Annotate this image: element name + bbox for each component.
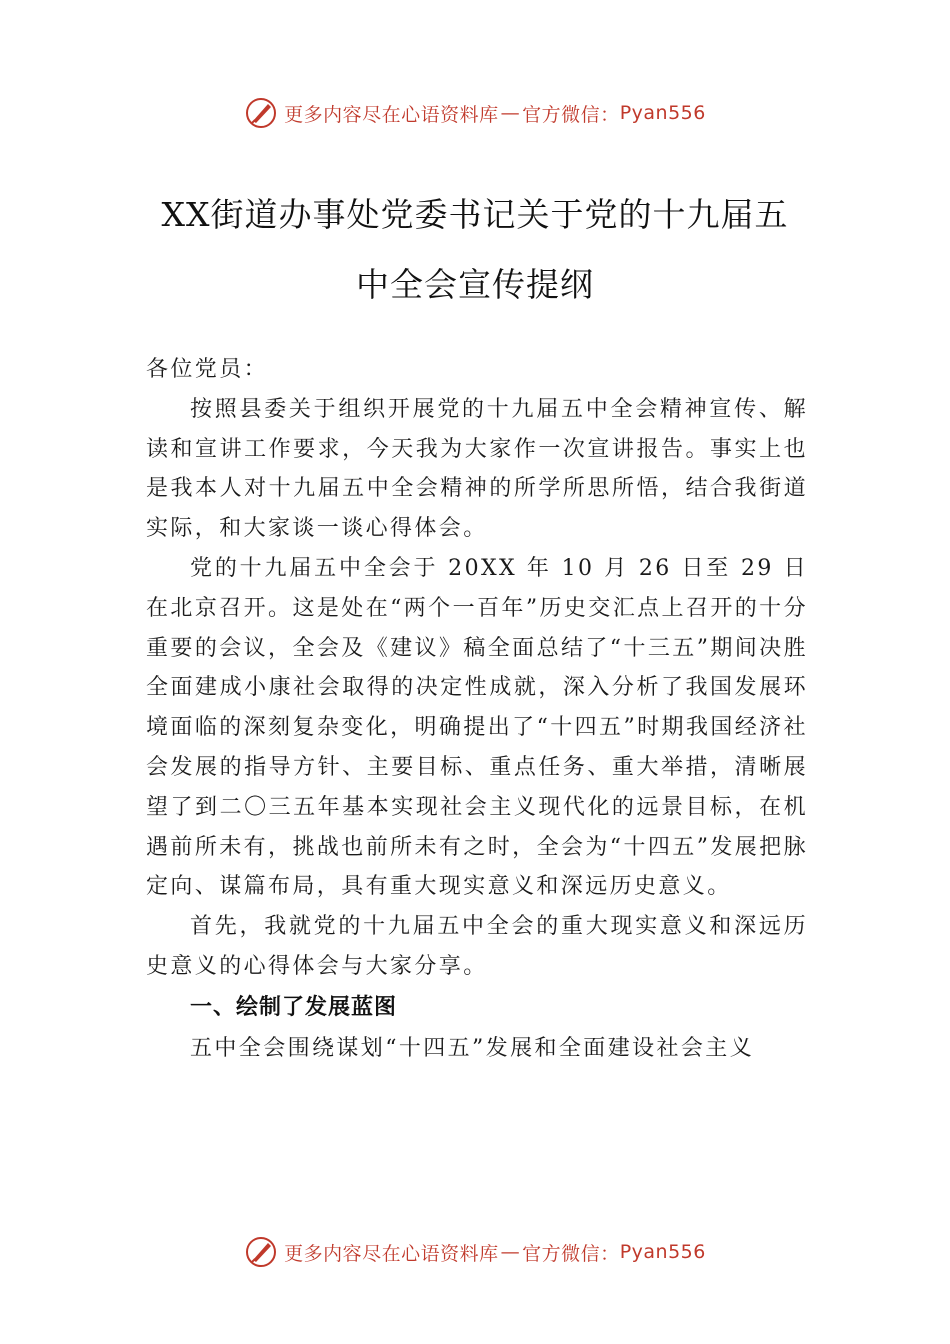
watermark-wechat-id: Pyan556 <box>619 1241 706 1263</box>
watermark-wechat-id: Pyan556 <box>619 102 706 124</box>
watermark-prefix: 更多内容尽在心语资料库 <box>284 1242 499 1265</box>
watermark-dash: — <box>500 102 521 124</box>
salutation: 各位党员： <box>146 357 269 382</box>
section-heading: 一、绘制了发展蓝图 <box>190 994 398 1020</box>
watermark-prefix: 更多内容尽在心语资料库 <box>284 103 499 126</box>
watermark-footer <box>0 1232 950 1272</box>
document-body <box>146 350 808 1069</box>
watermark-label: 官方微信： <box>522 103 620 126</box>
watermark-label: 官方微信： <box>522 1242 620 1265</box>
quill-seal-icon <box>244 1235 278 1269</box>
watermark-header <box>0 93 950 133</box>
section-paragraph: 五中全会围绕谋划“十四五”发展和全面建设社会主义 <box>190 1035 755 1061</box>
paragraph-1: 按照县委关于组织开展党的十九届五中全会精神宣传、解读和宣讲工作要求，今天我为大家作一次宣讲报告。事实上也是我本人对十九届五中全会精神的所学所思所悟，结合我街道实际，和大家谈一谈心得体会。 <box>146 396 808 542</box>
paragraph-2: 党的十九届五中全会于 20XX 年 10 月 26 日至 29 日在北京召开。这是处在“两个一百年”历史交汇点上召开的十分重要的会议，全会及《建议》稿全面总结了“十三五”期间决胜全面建成小康社会取得的决定性成就，深入分析了我国发展环境面临的深刻复杂变化，明确提出了“十四五”时期我国经济社会发展的指导方针、主要目标、重点任务、重大举措，清晰展望了到二〇三五年基本实现社会主义现代化的远景目标，在机遇前所未有，挑战也前所未有之时，全会为“十四五”发展把脉定向、谋篇布局，具有重大现实意义和深远历史意义。 <box>146 555 808 900</box>
document-title <box>120 180 830 320</box>
document-title-line-2: 中全会宣传提纲 <box>356 265 594 304</box>
watermark-dash: — <box>500 1241 521 1263</box>
document-title-line-1: XX街道办事处党委书记关于党的十九届五 <box>161 195 789 234</box>
quill-seal-icon <box>244 96 278 130</box>
paragraph-3: 首先，我就党的十九届五中全会的重大现实意义和深远历史意义的心得体会与大家分享。 <box>146 914 808 979</box>
